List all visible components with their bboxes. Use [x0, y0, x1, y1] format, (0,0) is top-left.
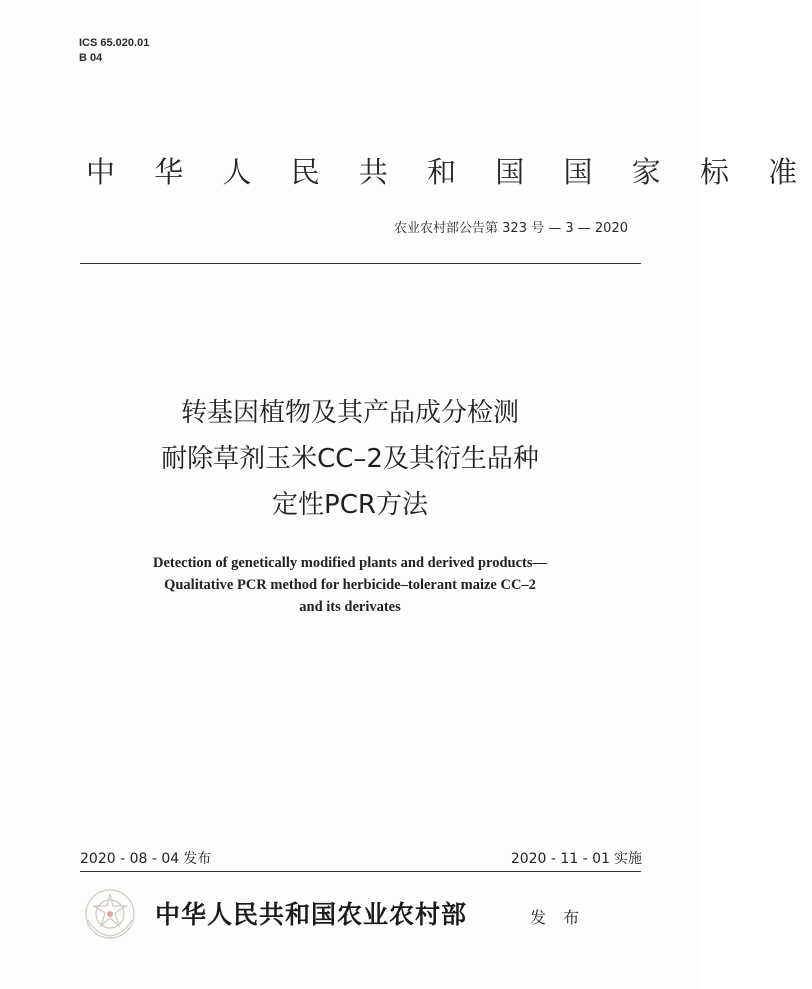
issue-label: 发布 [183, 851, 212, 867]
publish-label: 发 布 [530, 908, 586, 927]
implementation-label: 实施 [614, 851, 642, 867]
classification-codes [79, 36, 149, 66]
bottom-divider [80, 871, 641, 872]
ministry-emblem-icon [82, 886, 138, 942]
chinese-title [0, 390, 700, 528]
english-title [0, 552, 700, 618]
issue-date [80, 848, 211, 868]
ics-code: ICS 65.020.01 [79, 37, 150, 49]
chinese-title-line-3: 定性PCR方法 [272, 490, 428, 520]
implementation-date-value: 2020 - 11 - 01 [510, 851, 610, 867]
issuing-ministry: 中华人民共和国农业农村部 [155, 900, 468, 929]
chinese-title-line-2: 耐除草剂玉米CC–2及其衍生品种 [161, 444, 539, 474]
ccs-code: B 04 [79, 52, 103, 64]
english-title-line-3: and its derivates [299, 599, 401, 615]
issue-date-value: 2020 - 08 - 04 [80, 851, 180, 867]
chinese-title-line-1: 转基因植物及其产品成分检测 [180, 398, 519, 428]
english-title-line-1: Detection of genetically modified plants and derived products— [152, 555, 548, 571]
english-title-line-2: Qualitative PCR method for herbicide–tolerant maize CC–2 [164, 577, 536, 593]
top-divider [80, 263, 641, 264]
implementation-date [511, 848, 642, 868]
notice-number: 农业农村部公告第 323 号 — 3 — 2020 [394, 221, 628, 236]
standard-type-title: 中 华 人 民 共 和 国 国 家 标 准 [86, 155, 812, 189]
